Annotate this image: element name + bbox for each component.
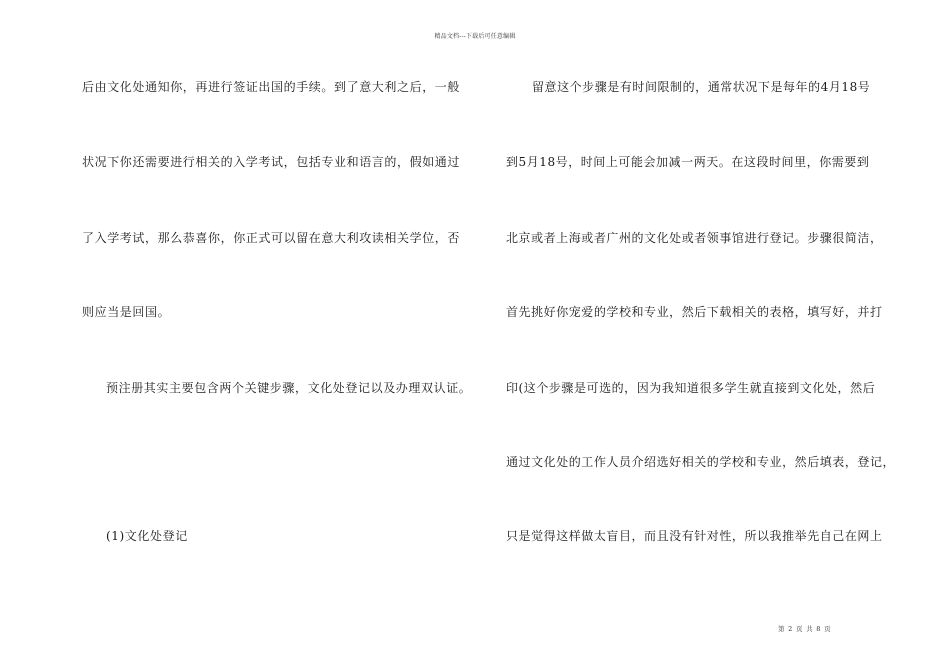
paragraph-line: 后由文化处通知你，再进行签证出国的手续。到了意大利之后，一般 (82, 80, 461, 94)
page-header: 精品文档---下载后可任意编辑 (434, 33, 516, 40)
paragraph-line: 只是觉得这样做太盲目，而且没有针对性，所以我推举先自己在网上 (506, 529, 883, 543)
paragraph-line: 到5月18号，时间上可能会加减一两天。在这段时间里，你需要到 (506, 155, 870, 169)
paragraph-line: 留意这个步骤是有时间限制的，通常状况下是每年的4月18号 (532, 80, 871, 94)
paragraph-line: 状况下你还需要进行相关的入学考试，包括专业和语言的，假如通过 (82, 155, 461, 169)
paragraph-line: 了入学考试，那么恭喜你，你正式可以留在意大利攻读相关学位，否 (82, 231, 461, 245)
paragraph-line: 通过文化处的工作人员介绍选好相关的学校和专业，然后填表，登记， (506, 455, 896, 469)
paragraph-line: 则应当是回国。 (82, 305, 171, 319)
section-heading: (1)文化处登记 (106, 529, 188, 543)
paragraph-line: 预注册其实主要包含两个关键步骤，文化处登记以及办理双认证。 (106, 381, 472, 395)
page-number: 第 2 页 共 8 页 (778, 625, 832, 633)
paragraph-line: 印(这个步骤是可选的，因为我知道很多学生就直接到文化处，然后 (506, 381, 876, 395)
paragraph-line: 首先挑好你宠爱的学校和专业，然后下载相关的表格，填写好，并打 (506, 305, 883, 319)
paragraph-line: 北京或者上海或者广州的文化处或者领事馆进行登记。步骤很简洁， (506, 231, 883, 245)
